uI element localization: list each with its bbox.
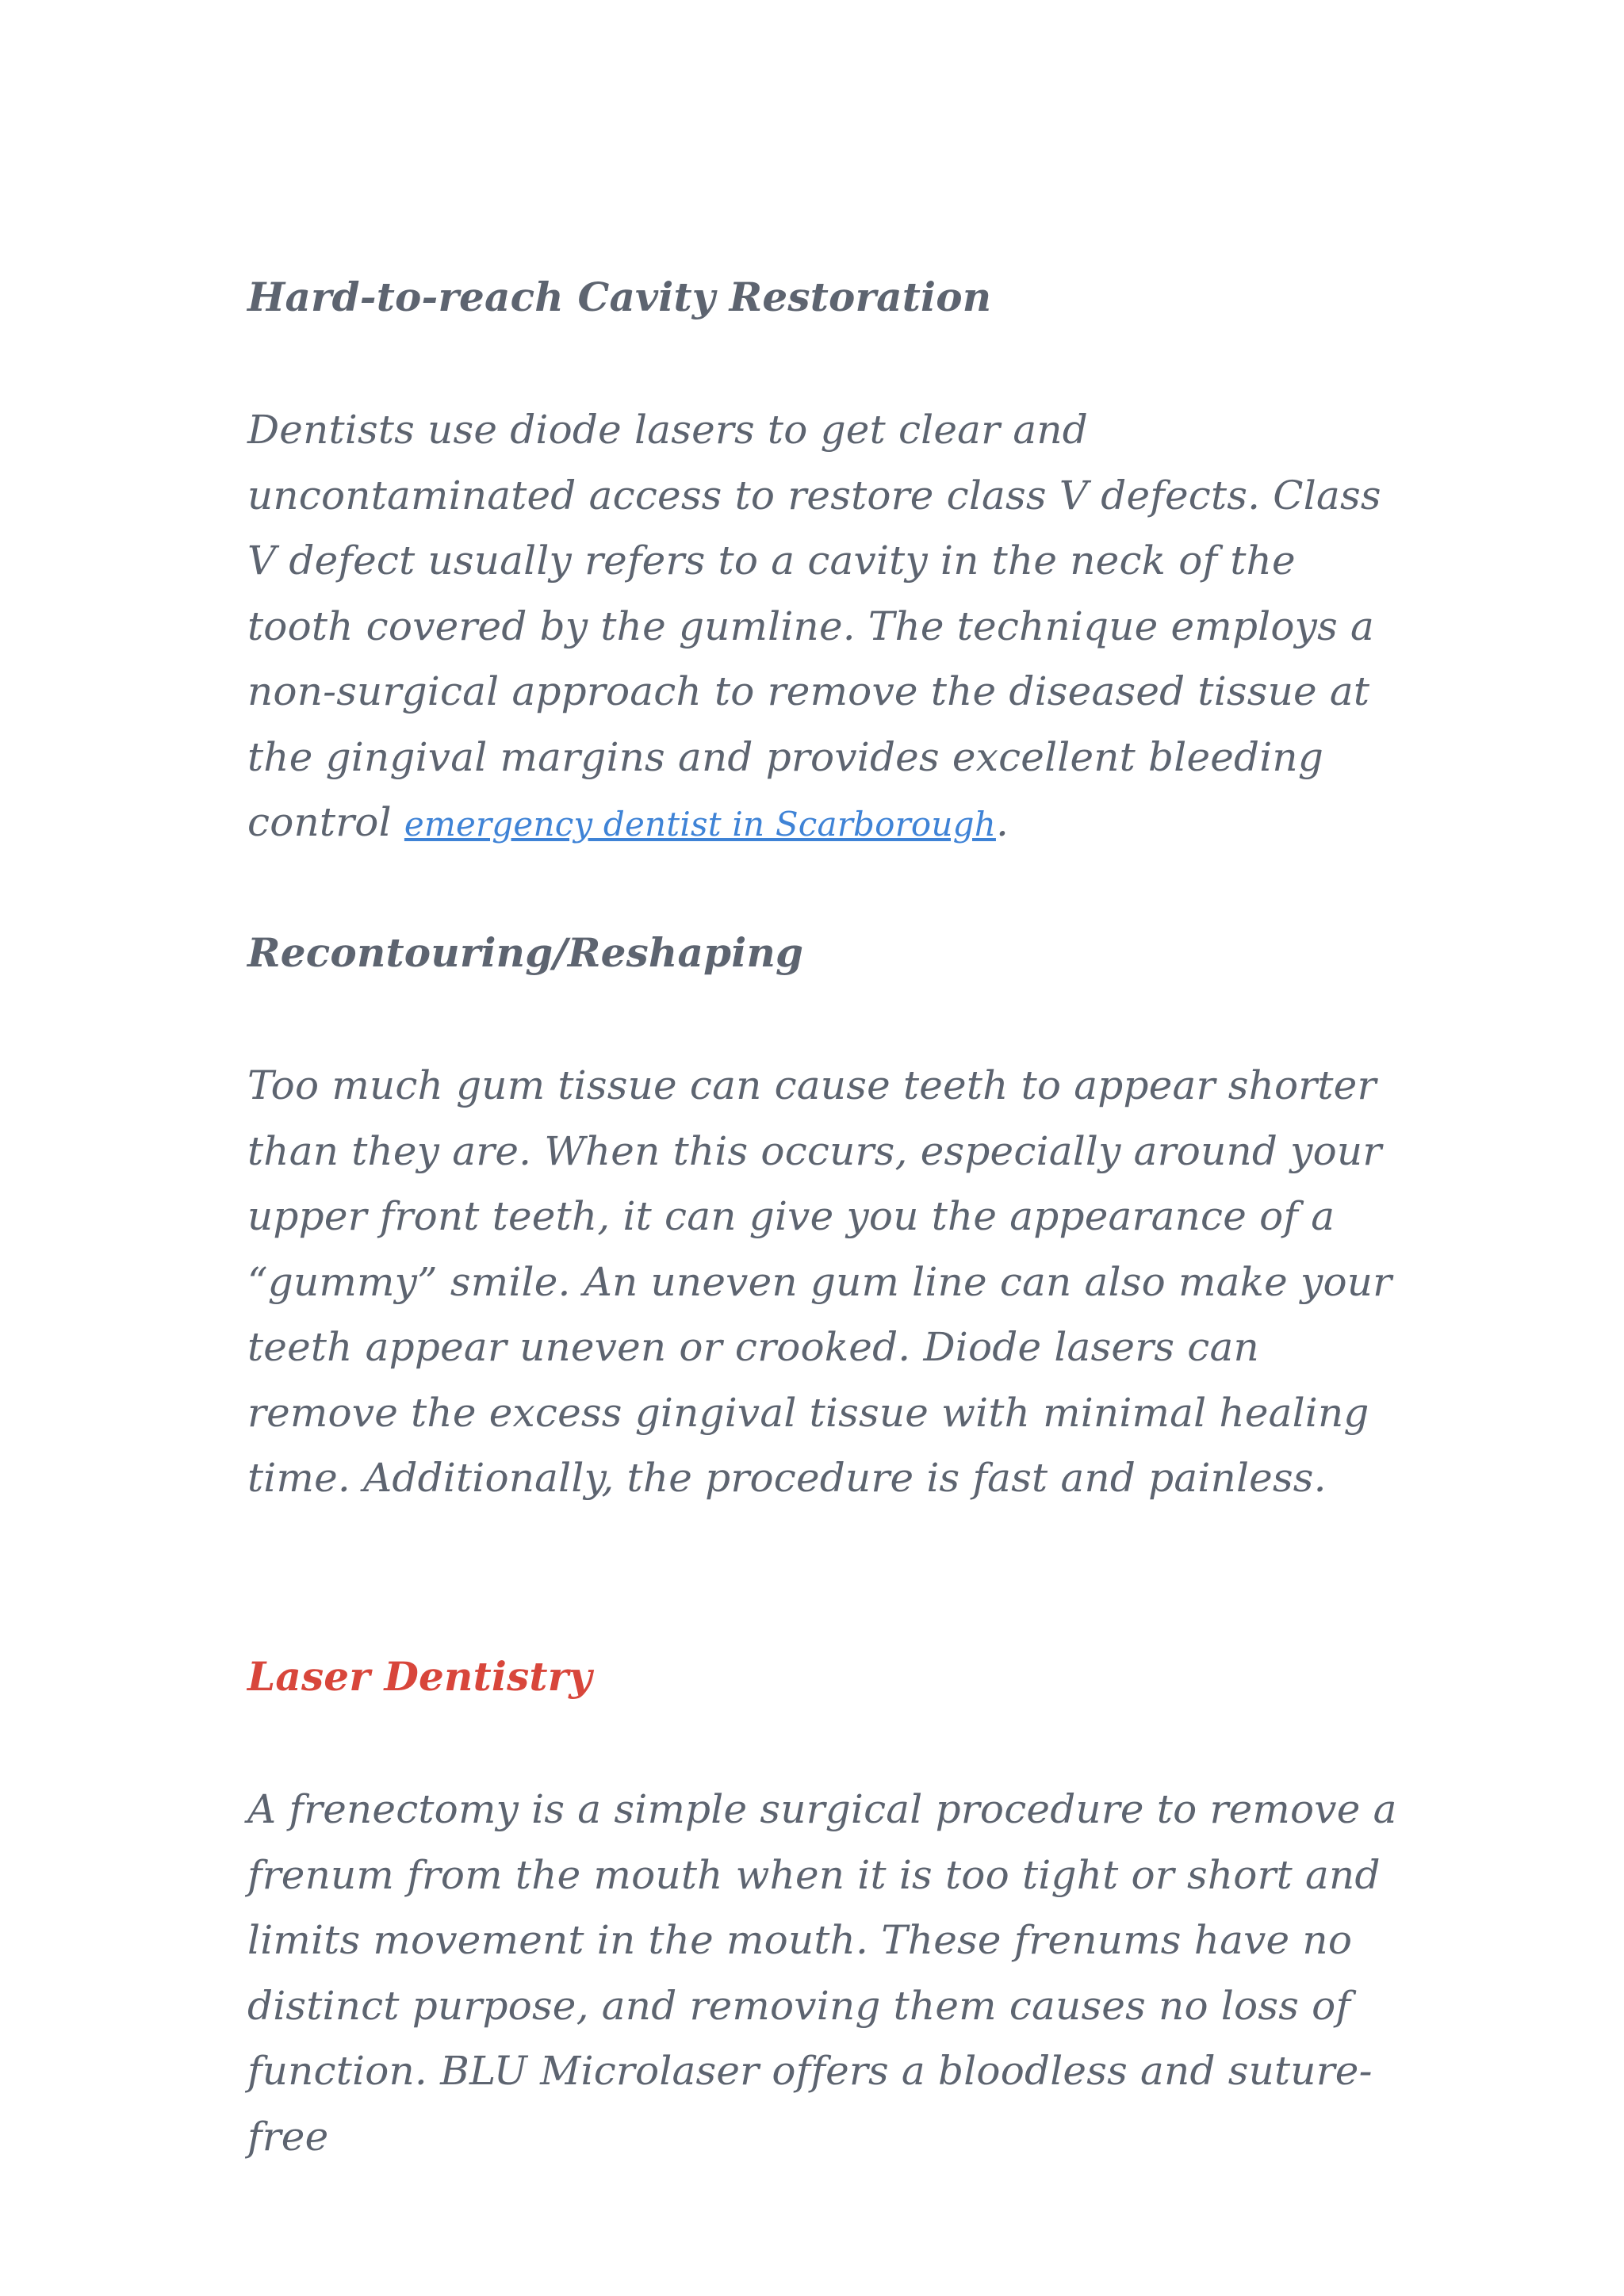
emergency-dentist-link[interactable]: emergency dentist in Scarborough	[404, 805, 996, 844]
section-heading-recontouring: Recontouring/Reshaping	[247, 929, 804, 976]
section-paragraph-laser-dentistry: A frenectomy is a simple surgical procedure to remove a frenum from the mouth when it is too tight or short and limits movement in the mouth. These frenums have no distinct purpose, and removing them causes no loss of function. BLU Microlaser offers a bloodless and suture-free	[247, 1786, 1397, 2160]
section-paragraph-cavity-restoration	[247, 397, 1405, 858]
paragraph-end-punctuation: .	[995, 799, 1009, 845]
section-heading-cavity-restoration: Hard-to-reach Cavity Restoration	[247, 274, 992, 320]
paragraph-text: Dentists use diode lasers to get clear and uncontaminated access to restore class V defects. Class V defect usually refers to a cavity in the neck of the tooth covered by the gumline. The technique employs a non-surgical approach to remove the diseased tissue at the gingival margins and provides excellent bleeding control	[247, 407, 1381, 845]
section-heading-laser-dentistry: Laser Dentistry	[247, 1653, 592, 1700]
section-paragraph-recontouring: Too much gum tissue can cause teeth to appear shorter than they are. When this occurs, especially around your upper front teeth, it can give you the appearance of a “gummy” smile. An uneven gum line can also make your teeth appear uneven or crooked. Diode lasers can remove the excess gingival tissue with minimal healing time. Additionally, the procedure is fast and painless.	[247, 1062, 1392, 1501]
